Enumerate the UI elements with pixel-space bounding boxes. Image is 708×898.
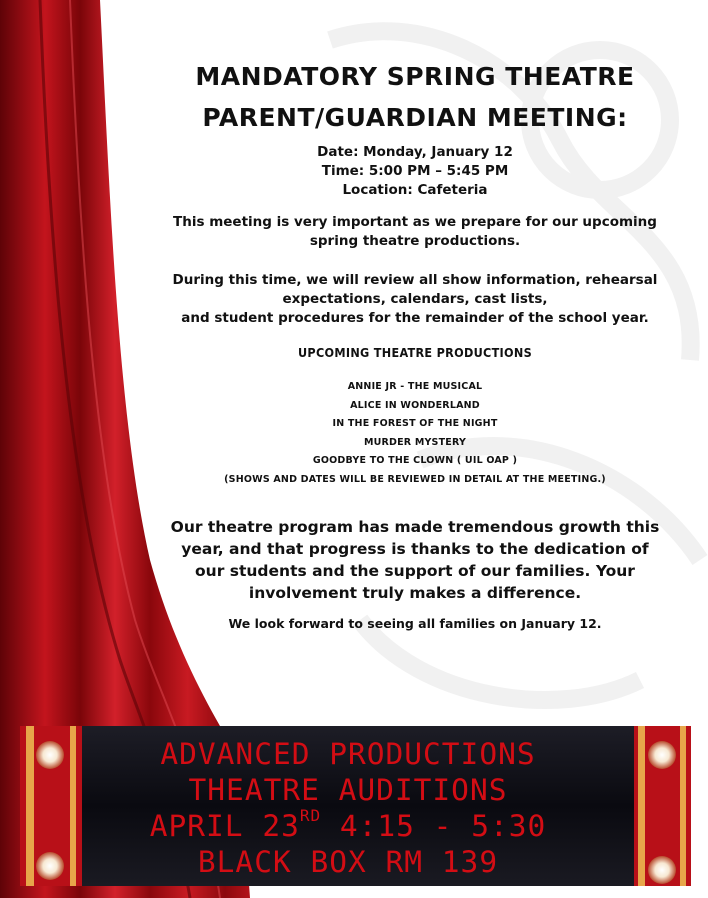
growth-paragraph: Our theatre program has made tremendous growth this year, and that progress is thanks to the dedication of our students and the support of our families. Your involvement truly makes a difference. — [170, 518, 660, 602]
title-line-1: MANDATORY SPRING THEATRE — [195, 62, 635, 91]
banner-time: 4:15 - 5:30 — [321, 809, 547, 843]
title-line-2: PARENT/GUARDIAN MEETING: — [202, 103, 628, 132]
marquee-bulb — [648, 741, 676, 769]
banner-line-2: THEATRE AUDITIONS — [188, 773, 508, 807]
production-item: ANNIE JR - THE MUSICAL — [347, 381, 483, 392]
marquee-bulb — [36, 741, 64, 769]
banner-date: APRIL 23 — [149, 809, 300, 843]
production-item: MURDER MYSTERY — [363, 436, 467, 448]
meeting-details — [165, 143, 665, 200]
productions-list — [165, 378, 665, 489]
meeting-location: Location: Cafeteria — [342, 182, 488, 198]
marquee-bulb — [648, 856, 676, 884]
closing-line: We look forward to seeing all families on January 12. — [228, 616, 602, 631]
meeting-title — [165, 56, 665, 138]
production-item: GOODBYE TO THE CLOWN ( UIL OAP ) — [312, 455, 518, 466]
marquee-bulb — [36, 852, 64, 880]
production-item: ALICE IN WONDERLAND — [350, 399, 480, 411]
importance-paragraph: This meeting is very important as we prepare for our upcoming spring theatre productions. — [173, 214, 657, 249]
review-line-2: expectations, calendars, cast lists, — [282, 291, 548, 307]
banner-line-1: ADVANCED PRODUCTIONS — [160, 737, 536, 771]
review-line-3: and student procedures for the remainder of the school year. — [181, 310, 649, 326]
productions-heading: UPCOMING THEATRE PRODUCTIONS — [297, 345, 533, 360]
banner-date-suffix: RD — [299, 806, 322, 825]
banner-line-4: BLACK BOX RM 139 — [197, 845, 499, 879]
meeting-date: Date: Monday, January 12 — [317, 144, 513, 160]
review-line-1: During this time, we will review all show information, rehearsal — [172, 272, 658, 288]
meeting-time: Time: 5:00 PM – 5:45 PM — [321, 163, 509, 179]
review-paragraph — [165, 271, 665, 328]
production-item: IN THE FOREST OF THE NIGHT — [332, 418, 498, 429]
banner-line-3 — [96, 808, 600, 844]
productions-note: (SHOWS AND DATES WILL BE REVIEWED IN DETAIL AT THE MEETING.) — [224, 473, 606, 485]
audition-banner-text — [96, 736, 600, 880]
